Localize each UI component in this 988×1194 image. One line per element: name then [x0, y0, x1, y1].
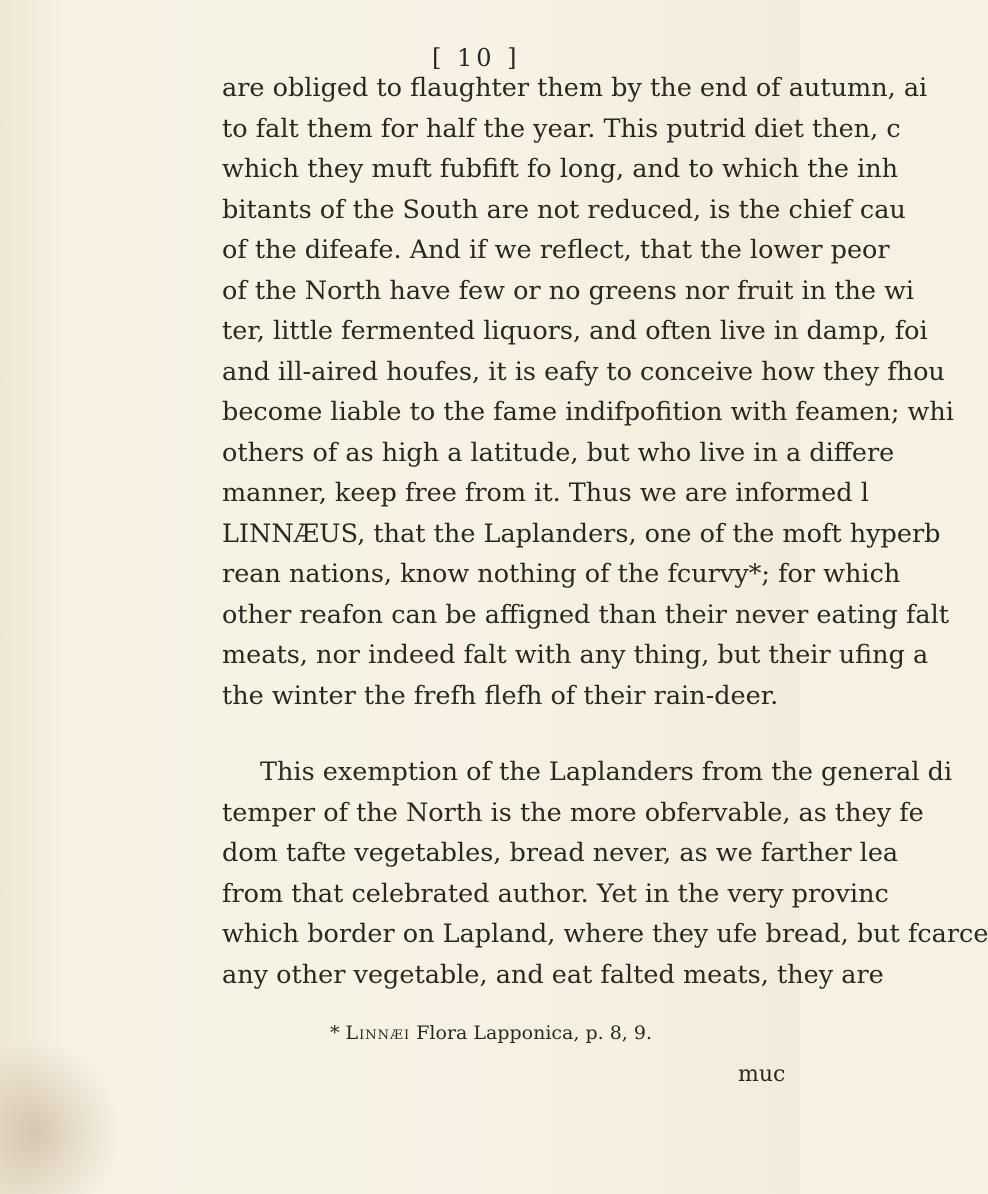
catchword: muc: [738, 1062, 786, 1087]
text-line: the winter the frefh flefh of their rain-deer.: [222, 680, 779, 711]
footnote-marker: *: [330, 1022, 340, 1044]
text-line: become liable to the fame indifpofition with feamen; whi: [222, 397, 954, 427]
text-line: This exemption of the Laplanders from the general di: [260, 757, 953, 787]
text-line: temper of the North is the more obfervable, as they fe: [222, 797, 924, 828]
text-line: meats, nor indeed falt with any thing, but their ufing a: [222, 640, 929, 670]
text-line: bitants of the South are not reduced, is the chief cau: [222, 194, 906, 225]
text-line: of the difeafe. And if we reflect, that the lower peor: [222, 235, 890, 265]
text-line: any other vegetable, and eat falted meats, they are: [222, 959, 884, 990]
text-line: LINNÆUS, that the Laplanders, one of the moft hyperb: [222, 518, 941, 549]
text-line: and ill-aired houfes, it is eafy to conceive how they fhou: [222, 356, 945, 387]
text-line: of the North have few or no greens nor fruit in the wi: [222, 275, 915, 306]
page-stain: [0, 1040, 120, 1194]
text-line: other reafon can be affigned than their never eating falt: [222, 599, 949, 630]
footnote-citation: Flora Lapponica, p. 8, 9.: [416, 1022, 653, 1044]
text-line: which they muft fubfift fo long, and to which the inh: [222, 154, 899, 184]
text-line: manner, keep free from it. Thus we are informed l: [222, 478, 869, 508]
text-line: to falt them for half the year. This putrid diet then, c: [222, 113, 901, 144]
body-text: [222, 68, 988, 995]
footnote-author: Linnæi: [345, 1022, 411, 1044]
text-line: are obliged to flaughter them by the end of autumn, ai: [222, 73, 928, 103]
text-line: others of as high a latitude, but who live in a differe: [222, 437, 895, 468]
paragraph-gap: [222, 716, 812, 752]
page-number-header: [ 10 ]: [432, 44, 521, 72]
text-line: ter, little fermented liquors, and often live in damp, foi: [222, 316, 928, 346]
text-line: from that celebrated author. Yet in the very provinc: [222, 878, 889, 909]
text-line: dom tafte vegetables, bread never, as we farther lea: [222, 838, 899, 868]
text-line: which border on Lapland, where they ufe bread, but fcarce: [222, 919, 988, 949]
footnote: [330, 1022, 652, 1044]
text-line: rean nations, know nothing of the fcurvy*; for which: [222, 559, 901, 589]
